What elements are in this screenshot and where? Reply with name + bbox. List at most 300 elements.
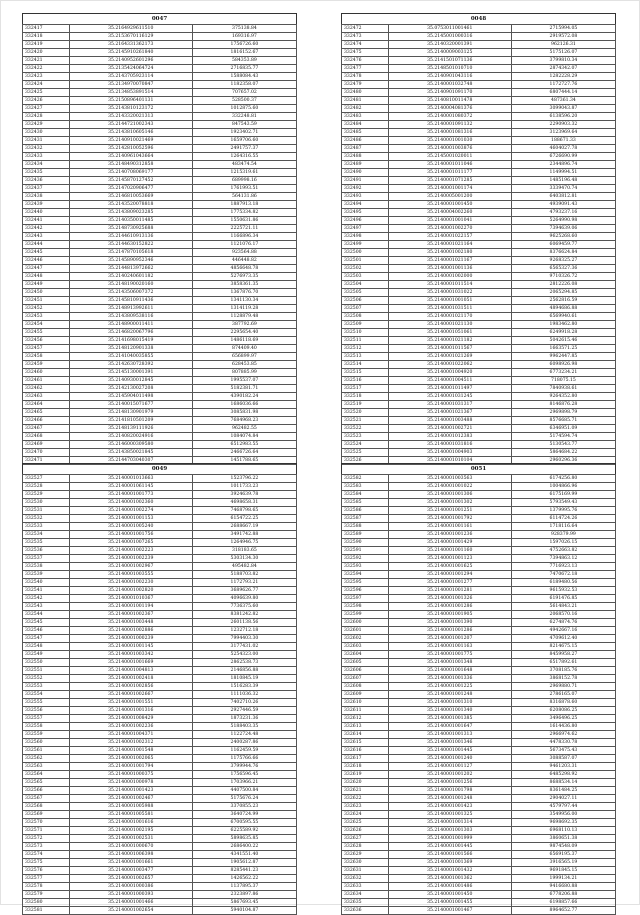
cell-value: 1121076.17 — [192, 241, 296, 249]
table-row — [23, 763, 297, 771]
cell-id: 332473 — [342, 33, 389, 41]
table-row — [342, 409, 616, 417]
cell-coordinate: 35.2140001031511 — [388, 305, 511, 313]
table-row — [23, 899, 297, 907]
cell-id: 332573 — [23, 843, 70, 851]
cell-id: 332474 — [342, 41, 389, 49]
cell-coordinate: 35.2140001001286 — [388, 627, 511, 635]
cell-id: 332579 — [23, 891, 70, 899]
table-panel-3 — [22, 463, 297, 915]
table-row — [23, 153, 297, 161]
cell-id: 332452 — [23, 305, 70, 313]
cell-id: 332622 — [342, 795, 389, 803]
cell-value: 3099043.87 — [511, 105, 615, 113]
cell-value: 2969898.79 — [511, 409, 615, 417]
cell-value: 8316878.60 — [511, 699, 615, 707]
cell-value: 1597026.15 — [511, 539, 615, 547]
cell-coordinate: 35.2140001001277 — [388, 579, 511, 587]
cell-coordinate: 35.2140001000670 — [69, 843, 192, 851]
cell-coordinate: 35.2140001001455 — [388, 899, 511, 907]
table-row — [342, 819, 616, 827]
cell-id: 332500 — [342, 249, 389, 257]
cell-id: 332457 — [23, 345, 70, 353]
table-row — [342, 491, 616, 499]
cell-id: 332618 — [342, 763, 389, 771]
table-row — [342, 779, 616, 787]
cell-value: 1367876.70 — [192, 289, 296, 297]
cell-id: 332530 — [23, 499, 70, 507]
cell-coordinate: 35.2140001011046 — [388, 161, 511, 169]
cell-coordinate: 35.2140001001346 — [388, 739, 511, 747]
cell-value: 3177431.02 — [192, 643, 296, 651]
cell-coordinate: 35.2140001001432 — [388, 867, 511, 875]
cell-value: 1775334.82 — [192, 209, 296, 217]
cell-coordinate: 35.2140001002886 — [69, 627, 192, 635]
cell-coordinate: 35.2140001003563 — [388, 475, 511, 483]
cell-coordinate: 35.2140240601182 — [69, 273, 192, 281]
cell-coordinate: 35.2145810911436 — [69, 297, 192, 305]
cell-coordinate: 35.2140001002657 — [69, 875, 192, 883]
cell-value: 1485196.48 — [511, 177, 615, 185]
cell-id: 332616 — [342, 747, 389, 755]
cell-value: 6726690.99 — [511, 153, 615, 161]
table-row — [23, 81, 297, 89]
cell-coordinate: 35.2140320001391 — [388, 41, 511, 49]
cell-value: 5188403.35 — [192, 723, 296, 731]
cell-coordinate: 35.2140001002721 — [388, 425, 511, 433]
cell-id: 332604 — [342, 651, 389, 659]
table-row — [23, 249, 297, 257]
cell-value: 1588084.43 — [192, 73, 296, 81]
cell-value: 718075.15 — [511, 377, 615, 385]
cell-id: 332531 — [23, 507, 70, 515]
table-row — [342, 137, 616, 145]
cell-value: 7736375.60 — [192, 603, 296, 611]
cell-id: 332513 — [342, 353, 389, 361]
table-row — [342, 289, 616, 297]
cell-id: 332591 — [342, 547, 389, 555]
cell-coordinate: 35.2144721002343 — [69, 121, 192, 129]
cell-coordinate: 35.2140001011497 — [388, 385, 511, 393]
cell-coordinate: 35.2140001003342 — [69, 651, 192, 659]
cell-value: 1686036.66 — [192, 401, 296, 409]
cell-value: 9698692.35 — [511, 819, 615, 827]
cell-coordinate: 35.2140001002667 — [69, 691, 192, 699]
cell-value: 1983462.80 — [511, 321, 615, 329]
cell-value: 7394639.06 — [511, 225, 615, 233]
cell-value: 3689626.77 — [192, 587, 296, 595]
table-row — [23, 329, 297, 337]
table-row — [23, 225, 297, 233]
cell-id: 332438 — [23, 193, 70, 201]
cell-value: 1816152.67 — [192, 49, 296, 57]
cell-coordinate: 35.2140001001340 — [388, 707, 511, 715]
cell-coordinate: 35.2143810123172 — [69, 105, 192, 113]
table-row — [23, 73, 297, 81]
cell-coordinate: 35.2140001011567 — [388, 345, 511, 353]
cell-id: 332469 — [23, 441, 70, 449]
cell-id: 332592 — [342, 555, 389, 563]
table-row — [342, 827, 616, 835]
cell-coordinate: 35.2140001001423 — [69, 787, 192, 795]
cell-id: 332581 — [23, 907, 70, 915]
table-row — [23, 595, 297, 603]
cell-value: 5175126.07 — [511, 49, 615, 57]
cell-id: 332515 — [342, 369, 389, 377]
cell-value: 375138.84 — [192, 25, 296, 33]
table-row — [342, 699, 616, 707]
cell-id: 332508 — [342, 313, 389, 321]
cell-id: 332417 — [23, 25, 70, 33]
cell-value: 1703966.21 — [192, 779, 296, 787]
cell-value: 4341551.40 — [192, 851, 296, 859]
cell-coordinate: 35.2145904011498 — [69, 393, 192, 401]
cell-value: 628453.85 — [192, 361, 296, 369]
table-row — [342, 337, 616, 345]
cell-coordinate: 35.2140001091132 — [388, 121, 511, 129]
cell-id: 332435 — [23, 169, 70, 177]
table-row — [342, 595, 616, 603]
table-row — [342, 771, 616, 779]
cell-coordinate: 35.2140001001999 — [388, 835, 511, 843]
cell-id: 332574 — [23, 851, 70, 859]
cell-id: 332464 — [23, 401, 70, 409]
cell-value: 1084074.84 — [192, 433, 296, 441]
cell-id: 332517 — [342, 385, 389, 393]
cell-id: 332446 — [23, 257, 70, 265]
cell-id: 332494 — [342, 201, 389, 209]
table-row — [23, 531, 297, 539]
table-row — [23, 297, 297, 305]
cell-coordinate: 35.2140001001163 — [388, 643, 511, 651]
table-row — [23, 643, 297, 651]
cell-value: 4390182.24 — [192, 393, 296, 401]
cell-coordinate: 35.2140810011478 — [388, 97, 511, 105]
cell-value: 874409.40 — [192, 345, 296, 353]
cell-value: 8459958.27 — [511, 651, 615, 659]
cell-coordinate: 35.2140901043116 — [388, 73, 511, 81]
cell-value: 1486118.69 — [192, 337, 296, 345]
table-row — [23, 611, 297, 619]
cell-coordinate: 35.2140001021182 — [388, 337, 511, 345]
cell-id: 332463 — [23, 393, 70, 401]
cell-coordinate: 35.2143520078818 — [69, 201, 192, 209]
cell-id: 332547 — [23, 635, 70, 643]
table-row — [23, 483, 297, 491]
cell-value: 1232712.18 — [192, 627, 296, 635]
cell-value: 923564.88 — [192, 249, 296, 257]
table-row — [342, 41, 616, 49]
cell-id: 332418 — [23, 33, 70, 41]
table-row — [23, 385, 297, 393]
table-row — [23, 851, 297, 859]
table-row — [342, 683, 616, 691]
cell-value: 318183.65 — [192, 547, 296, 555]
table-row — [23, 787, 297, 795]
table-row — [342, 25, 616, 33]
cell-value: 2874342.07 — [511, 65, 615, 73]
table-row — [342, 723, 616, 731]
cell-id: 332634 — [342, 891, 389, 899]
table-row — [342, 377, 616, 385]
cell-value: 6968110.13 — [511, 827, 615, 835]
table-row — [23, 361, 297, 369]
cell-id: 332598 — [342, 603, 389, 611]
cell-value: 9268325.27 — [511, 257, 615, 265]
cell-value: 1810845.19 — [192, 675, 296, 683]
table-row — [23, 563, 297, 571]
cell-id: 332631 — [342, 867, 389, 875]
cell-value: 1341130.34 — [192, 297, 296, 305]
cell-value: 3123969.64 — [511, 129, 615, 137]
cell-coordinate: 35.2140001031245 — [388, 393, 511, 401]
table-row — [23, 145, 297, 153]
cell-value: 1264946.75 — [192, 539, 296, 547]
cell-coordinate: 35.2140001002967 — [69, 563, 192, 571]
cell-coordinate: 35.2140001002467 — [69, 795, 192, 803]
cell-coordinate: 35.2140001001314 — [388, 819, 511, 827]
cell-coordinate: 35.2146810053669 — [69, 193, 192, 201]
table-row — [342, 241, 616, 249]
cell-id: 332512 — [342, 345, 389, 353]
table-row — [342, 859, 616, 867]
cell-value: 2688667.19 — [192, 523, 296, 531]
table-row — [23, 907, 297, 915]
panel-title: 0051 — [341, 463, 616, 474]
cell-id: 332444 — [23, 241, 70, 249]
cell-id: 332523 — [342, 433, 389, 441]
table-row — [23, 603, 297, 611]
cell-id: 332445 — [23, 249, 70, 257]
table-row — [23, 667, 297, 675]
table-row — [342, 675, 616, 683]
cell-value: 2686400.22 — [192, 843, 296, 851]
cell-coordinate: 35.2140001003876 — [388, 145, 511, 153]
cell-coordinate: 35.2140001011514 — [388, 281, 511, 289]
table-row — [23, 233, 297, 241]
cell-coordinate: 35.2140001001429 — [388, 539, 511, 547]
cell-id: 332585 — [342, 499, 389, 507]
table-row — [23, 377, 297, 385]
cell-coordinate: 35.2143809023285 — [69, 209, 192, 217]
cell-id: 332556 — [23, 707, 70, 715]
cell-coordinate: 35.2141810501209 — [69, 417, 192, 425]
cell-coordinate: 35.2140001003488 — [388, 417, 511, 425]
cell-value: 2786165.07 — [511, 691, 615, 699]
table-row — [23, 97, 297, 105]
table-row — [23, 579, 297, 587]
table-row — [23, 49, 297, 57]
cell-value: 3491742.88 — [192, 531, 296, 539]
cell-id: 332565 — [23, 779, 70, 787]
cell-value: 4407500.84 — [192, 787, 296, 795]
cell-id: 332422 — [23, 65, 70, 73]
cell-id: 332596 — [342, 587, 389, 595]
cell-value: 707657.02 — [192, 89, 296, 97]
cell-coordinate: 35.2140001012383 — [388, 433, 511, 441]
cell-coordinate: 35.2140001001775 — [388, 651, 511, 659]
cell-id: 332487 — [342, 145, 389, 153]
cell-id: 332510 — [342, 329, 389, 337]
cell-value: 1215319.61 — [192, 169, 296, 177]
cell-coordinate: 35.2140910021469 — [69, 137, 192, 145]
cell-value: 1011733.23 — [192, 483, 296, 491]
cell-id: 332447 — [23, 265, 70, 273]
cell-coordinate: 35.2140001003477 — [69, 867, 192, 875]
cell-value: 1659706.60 — [192, 137, 296, 145]
table-row — [342, 739, 616, 747]
cell-coordinate: 35.2140001002180 — [388, 249, 511, 257]
cell-value: 5614843.21 — [511, 603, 615, 611]
cell-coordinate: 35.2140001004903 — [388, 449, 511, 457]
cell-value: 584353.89 — [192, 57, 296, 65]
table-row — [23, 683, 297, 691]
cell-value: 6778206.88 — [511, 891, 615, 899]
cell-coordinate: 35.2148501010710 — [388, 65, 511, 73]
table-row — [342, 843, 616, 851]
cell-id: 332436 — [23, 177, 70, 185]
cell-value: 6346951.09 — [511, 425, 615, 433]
table-row — [342, 811, 616, 819]
cell-coordinate: 35.2140001001316 — [69, 707, 192, 715]
cell-coordinate: 35.2140001001127 — [388, 763, 511, 771]
cell-id: 332601 — [342, 627, 389, 635]
cell-coordinate: 35.2140350011485 — [69, 217, 192, 225]
cell-id: 332511 — [342, 337, 389, 345]
cell-value: 1887913.18 — [192, 201, 296, 209]
cell-coordinate: 35.2140001001225 — [388, 683, 511, 691]
cell-coordinate: 35.2140001002000 — [388, 273, 511, 281]
table-row — [342, 305, 616, 313]
cell-value: 2065294.85 — [511, 289, 615, 297]
cell-coordinate: 35.2144610913136 — [69, 233, 192, 241]
cell-id: 332605 — [342, 659, 389, 667]
table-row — [23, 209, 297, 217]
cell-id: 332633 — [342, 883, 389, 891]
cell-value: 6198857.66 — [511, 899, 615, 907]
table-row — [23, 169, 297, 177]
cell-value: 7468798.65 — [192, 507, 296, 515]
cell-value: 3924639.78 — [192, 491, 296, 499]
table-row — [342, 361, 616, 369]
table-row — [23, 539, 297, 547]
cell-value: 2960296.36 — [511, 457, 615, 465]
cell-id: 332520 — [342, 409, 389, 417]
cell-value: 689998.16 — [192, 177, 296, 185]
cell-value: 1004866.96 — [511, 483, 615, 491]
cell-coordinate: 35.2143320021313 — [69, 113, 192, 121]
cell-id: 332458 — [23, 353, 70, 361]
cell-value: 5867693.45 — [192, 899, 296, 907]
cell-id: 332554 — [23, 691, 70, 699]
cell-value: 7840938.61 — [511, 385, 615, 393]
cell-value: 1663571.25 — [511, 345, 615, 353]
cell-value: 4942667.16 — [511, 627, 615, 635]
cell-value: 1426562.22 — [192, 875, 296, 883]
cell-value: 5793549.43 — [511, 499, 615, 507]
cell-id: 332449 — [23, 281, 70, 289]
cell-id: 332481 — [342, 97, 389, 105]
cell-id: 332495 — [342, 209, 389, 217]
table-row — [23, 193, 297, 201]
cell-id: 332501 — [342, 257, 389, 265]
table-row — [342, 651, 616, 659]
cell-id: 332428 — [23, 113, 70, 121]
table-row — [342, 579, 616, 587]
cell-id: 332459 — [23, 361, 70, 369]
cell-coordinate: 35.2140001001248 — [388, 795, 511, 803]
table-row — [342, 515, 616, 523]
table-row — [342, 539, 616, 547]
cell-coordinate: 35.2140001021170 — [388, 313, 511, 321]
cell-id: 332490 — [342, 169, 389, 177]
cell-id: 332603 — [342, 643, 389, 651]
table-row — [342, 105, 616, 113]
cell-value: 5264990.98 — [511, 217, 615, 225]
cell-id: 332537 — [23, 555, 70, 563]
cell-id: 332427 — [23, 105, 70, 113]
cell-id: 332498 — [342, 233, 389, 241]
cell-coordinate: 35.2140820024916 — [69, 433, 192, 441]
cell-id: 332491 — [342, 177, 389, 185]
cell-id: 332533 — [23, 523, 70, 531]
cell-coordinate: 35.2140001001450 — [388, 891, 511, 899]
cell-value: 3370855.23 — [192, 803, 296, 811]
cell-value: 807885.99 — [192, 369, 296, 377]
cell-value: 1137895.37 — [192, 883, 296, 891]
cell-coordinate: 35.2140001001362 — [388, 875, 511, 883]
cell-value: 4856648.78 — [192, 265, 296, 273]
table-row — [342, 217, 616, 225]
cell-value: 4579797.44 — [511, 803, 615, 811]
table-row — [23, 289, 297, 297]
cell-id: 332489 — [342, 161, 389, 169]
cell-coordinate: 35.2140001001566 — [388, 851, 511, 859]
cell-id: 332566 — [23, 787, 70, 795]
cell-coordinate: 35.2140001001445 — [388, 747, 511, 755]
table-row — [342, 531, 616, 539]
cell-coordinate: 35.2140001002270 — [388, 225, 511, 233]
cell-coordinate: 35.2140001002239 — [69, 555, 192, 563]
table-row — [23, 105, 297, 113]
table-row — [342, 659, 616, 667]
cell-value: 1264316.55 — [192, 153, 296, 161]
cell-id: 332630 — [342, 859, 389, 867]
table-row — [342, 249, 616, 257]
cell-coordinate: 35.2140001001486 — [388, 883, 511, 891]
cell-coordinate: 35.2140001001051 — [388, 297, 511, 305]
table-row — [23, 57, 297, 65]
cell-id: 332619 — [342, 771, 389, 779]
cell-value: 2225721.11 — [192, 225, 296, 233]
cell-value: 3858361.35 — [192, 281, 296, 289]
table-row — [23, 555, 297, 563]
cell-id: 332567 — [23, 795, 70, 803]
table-row — [342, 571, 616, 579]
cell-coordinate: 35.2140001071285 — [388, 177, 511, 185]
cell-id: 332522 — [342, 425, 389, 433]
cell-id: 332613 — [342, 723, 389, 731]
cell-id: 332532 — [23, 515, 70, 523]
cell-id: 332608 — [342, 683, 389, 691]
cell-value: 6773234.21 — [511, 369, 615, 377]
cell-value: 1451788.65 — [192, 457, 296, 465]
cell-id: 332576 — [23, 867, 70, 875]
cell-coordinate: 35.2140001001445 — [388, 843, 511, 851]
cell-coordinate: 35.2148913992611 — [69, 305, 192, 313]
cell-id: 332629 — [342, 851, 389, 859]
cell-id: 332484 — [342, 121, 389, 129]
